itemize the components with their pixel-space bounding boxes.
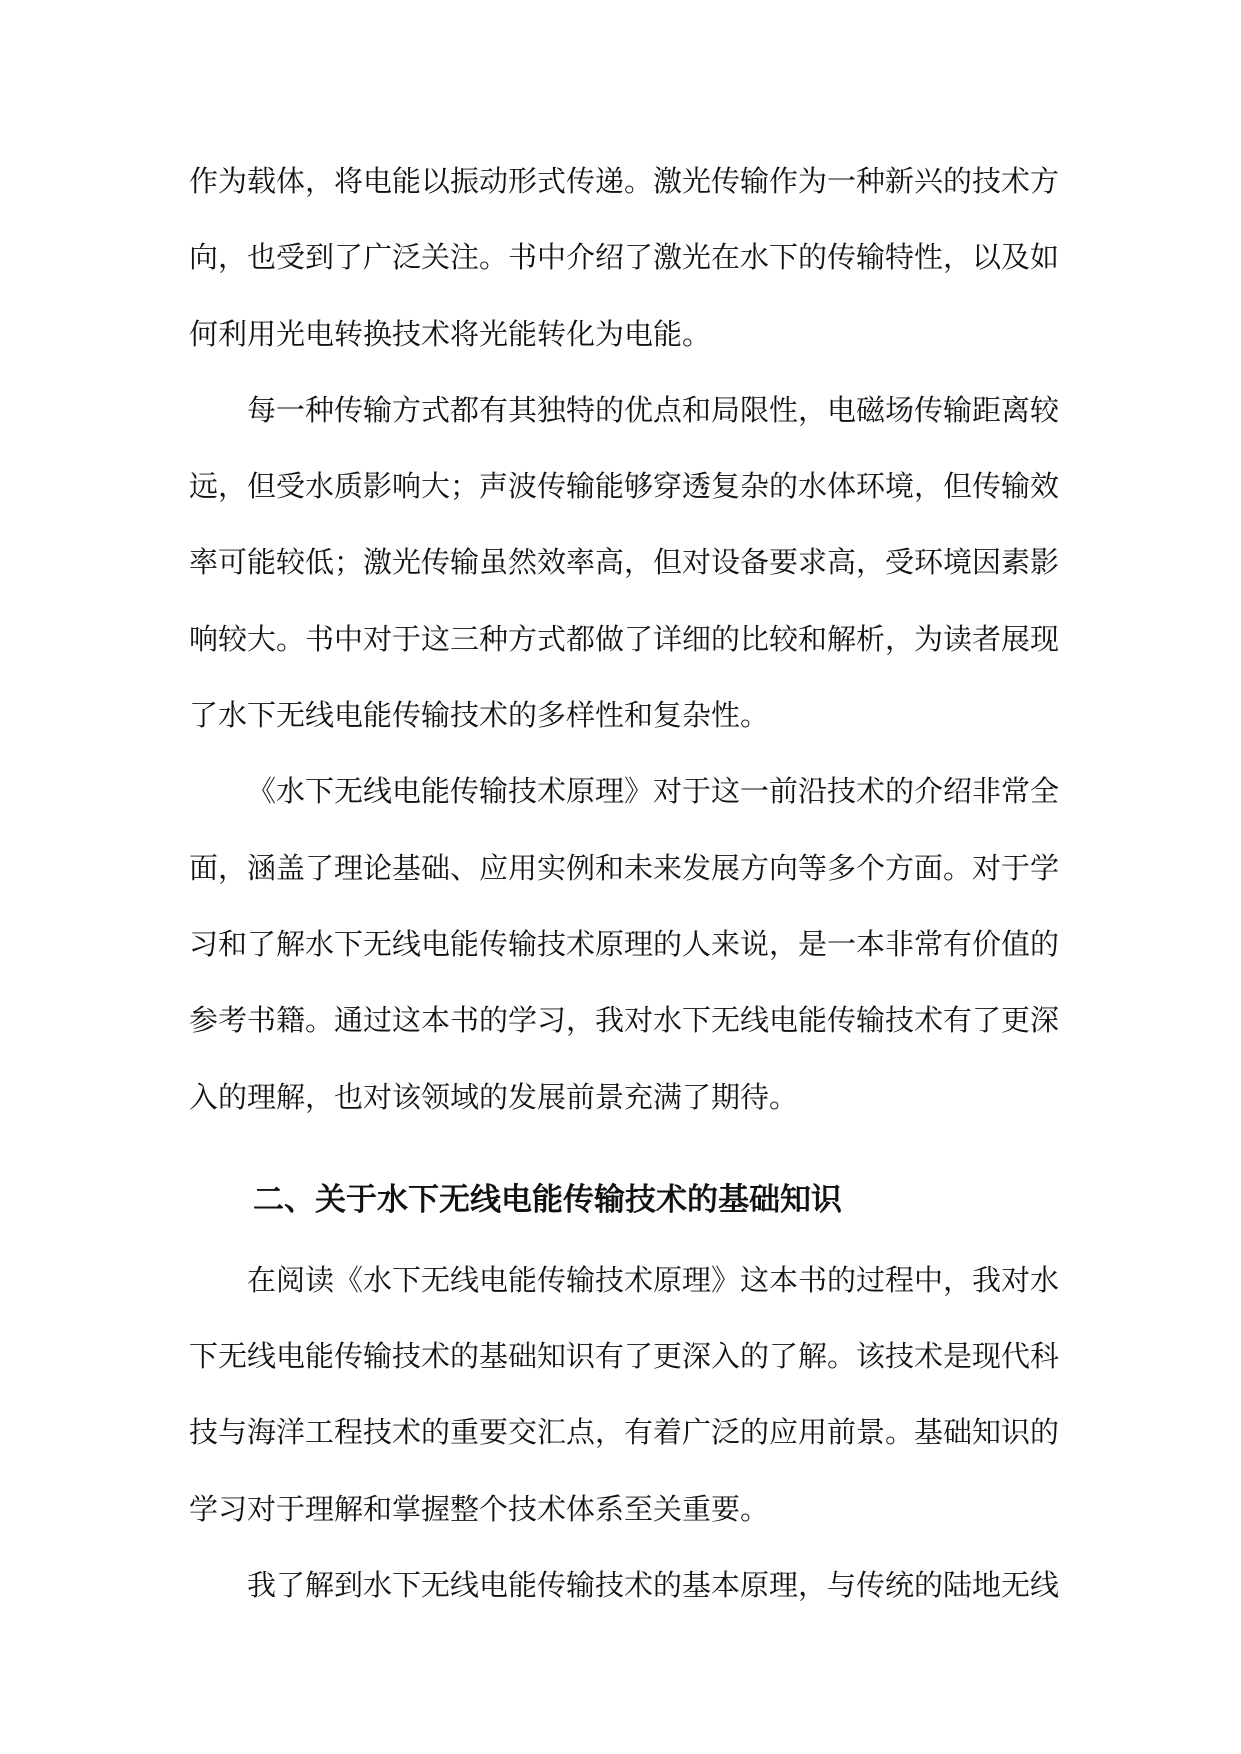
- paragraph-basics-intro: 在阅读《水下无线电能传输技术原理》这本书的过程中，我对水下无线电能传输技术的基础知识有了更深入的了解。该技术是现代科技与海洋工程技术的重要交汇点，有着广泛的应用前景。基础知识的学习对于理解和掌握整个技术体系至关重要。: [189, 1262, 1060, 1526]
- paragraph-continued: 作为载体，将电能以振动形式传递。激光传输作为一种新兴的技术方向，也受到了广泛关注。书中介绍了激光在水下的传输特性，以及如何利用光电转换技术将光能转化为电能。: [189, 164, 1060, 351]
- paragraph-basic-principle: 我了解到水下无线电能传输技术的基本原理，与传统的陆地无线: [247, 1568, 1060, 1603]
- paragraph-transmission-comparison: 每一种传输方式都有其独特的优点和局限性，电磁场传输距离较远，但受水质影响大；声波传输能够穿透复杂的水体环境，但传输效率可能较低；激光传输虽然效率高，但对设备要求高，受环境因素影响较大。书中对于这三种方式都做了详细的比较和解析，为读者展现了水下无线电能传输技术的多样性和复杂性。: [189, 392, 1060, 733]
- document-body: [189, 143, 1059, 1623]
- section-heading: 二、关于水下无线电能传输技术的基础知识: [253, 1181, 842, 1218]
- paragraph-book-summary: 《水下无线电能传输技术原理》对于这一前沿技术的介绍非常全面，涵盖了理论基础、应用实例和未来发展方向等多个方面。对于学习和了解水下无线电能传输技术原理的人来说，是一本非常有价值的参考书籍。通过这本书的学习，我对水下无线电能传输技术有了更深入的理解，也对该领域的发展前景充满了期待。: [189, 774, 1060, 1114]
